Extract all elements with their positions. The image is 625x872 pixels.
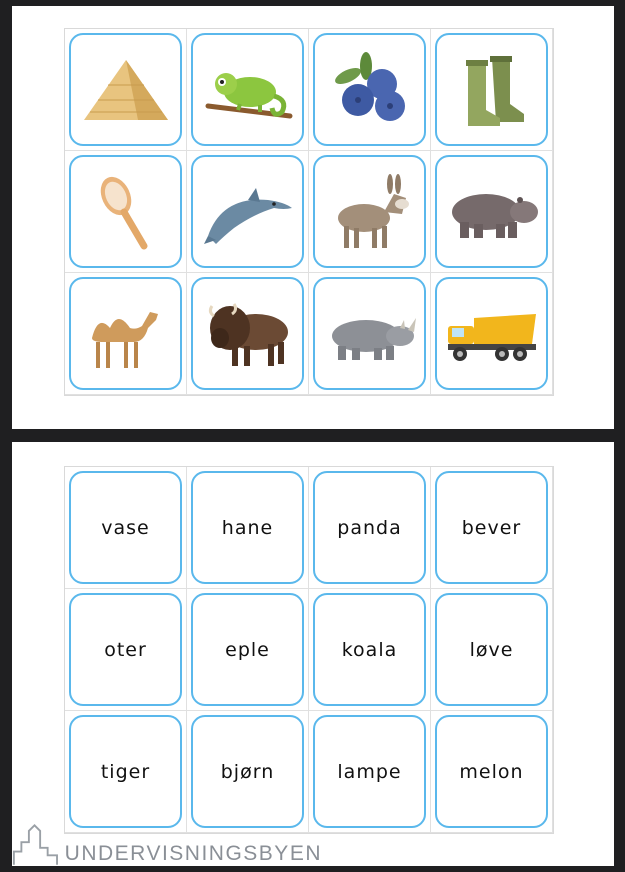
word-cell: [431, 589, 553, 711]
word-cell: [309, 467, 431, 589]
word-card[interactable]: [313, 471, 426, 584]
word-label: koala: [341, 638, 398, 661]
city-skyline-icon: [12, 822, 63, 868]
picture-sheet: [12, 6, 614, 429]
word-sheet: [12, 442, 614, 866]
word-label: eple: [225, 638, 270, 661]
word-cell: [65, 467, 187, 589]
word-cell: [309, 589, 431, 711]
picture-cell: [65, 273, 187, 395]
word-card[interactable]: [435, 593, 548, 706]
picture-cell: [431, 273, 553, 395]
word-cell: [309, 711, 431, 833]
word-card[interactable]: [69, 593, 182, 706]
rubber-boots-icon: [444, 50, 540, 130]
pyramid-icon: [78, 50, 174, 130]
picture-cell: [65, 151, 187, 273]
word-cell: [187, 467, 309, 589]
word-cell: [431, 711, 553, 833]
word-label: melon: [459, 760, 524, 783]
word-card[interactable]: [435, 471, 548, 584]
dump-truck-icon: [444, 294, 540, 374]
dolphin-icon: [200, 172, 296, 252]
word-label: bever: [461, 516, 522, 539]
picture-cell: [65, 29, 187, 151]
word-card[interactable]: [435, 715, 548, 828]
picture-card[interactable]: [69, 33, 182, 146]
word-label: lampe: [337, 760, 402, 783]
camel-icon: [78, 294, 174, 374]
word-card[interactable]: [191, 593, 304, 706]
blueberries-icon: [322, 50, 418, 130]
picture-cell: [431, 29, 553, 151]
word-grid: [64, 466, 554, 834]
brand-name: UNDERVISNINGSBYEN: [64, 842, 322, 865]
rhino-icon: [322, 294, 418, 374]
picture-cell: [309, 273, 431, 395]
donkey-icon: [322, 172, 418, 252]
footer-watermark: [12, 812, 322, 868]
picture-card[interactable]: [191, 33, 304, 146]
word-label: vase: [101, 516, 150, 539]
hippo-icon: [444, 172, 540, 252]
word-label: oter: [104, 638, 147, 661]
word-card[interactable]: [191, 471, 304, 584]
hairbrush-icon: [78, 172, 174, 252]
picture-card[interactable]: [313, 277, 426, 390]
picture-card[interactable]: [191, 277, 304, 390]
word-label: hane: [221, 516, 274, 539]
word-label: tiger: [100, 760, 151, 783]
picture-cell: [187, 273, 309, 395]
word-label: bjørn: [220, 760, 275, 783]
chameleon-icon: [200, 50, 296, 130]
picture-card[interactable]: [435, 277, 548, 390]
word-cell: [431, 467, 553, 589]
picture-card[interactable]: [313, 155, 426, 268]
picture-card[interactable]: [191, 155, 304, 268]
picture-card[interactable]: [435, 33, 548, 146]
picture-card[interactable]: [435, 155, 548, 268]
picture-cell: [431, 151, 553, 273]
picture-cell: [309, 151, 431, 273]
word-card[interactable]: [313, 593, 426, 706]
word-card[interactable]: [69, 471, 182, 584]
picture-card[interactable]: [69, 277, 182, 390]
word-card[interactable]: [313, 715, 426, 828]
picture-cell: [187, 151, 309, 273]
word-label: panda: [337, 516, 402, 539]
word-cell: [65, 589, 187, 711]
word-cell: [187, 589, 309, 711]
picture-card[interactable]: [313, 33, 426, 146]
picture-card[interactable]: [69, 155, 182, 268]
bison-icon: [200, 294, 296, 374]
picture-grid: [64, 28, 554, 396]
word-label: løve: [469, 638, 514, 661]
picture-cell: [309, 29, 431, 151]
picture-cell: [187, 29, 309, 151]
